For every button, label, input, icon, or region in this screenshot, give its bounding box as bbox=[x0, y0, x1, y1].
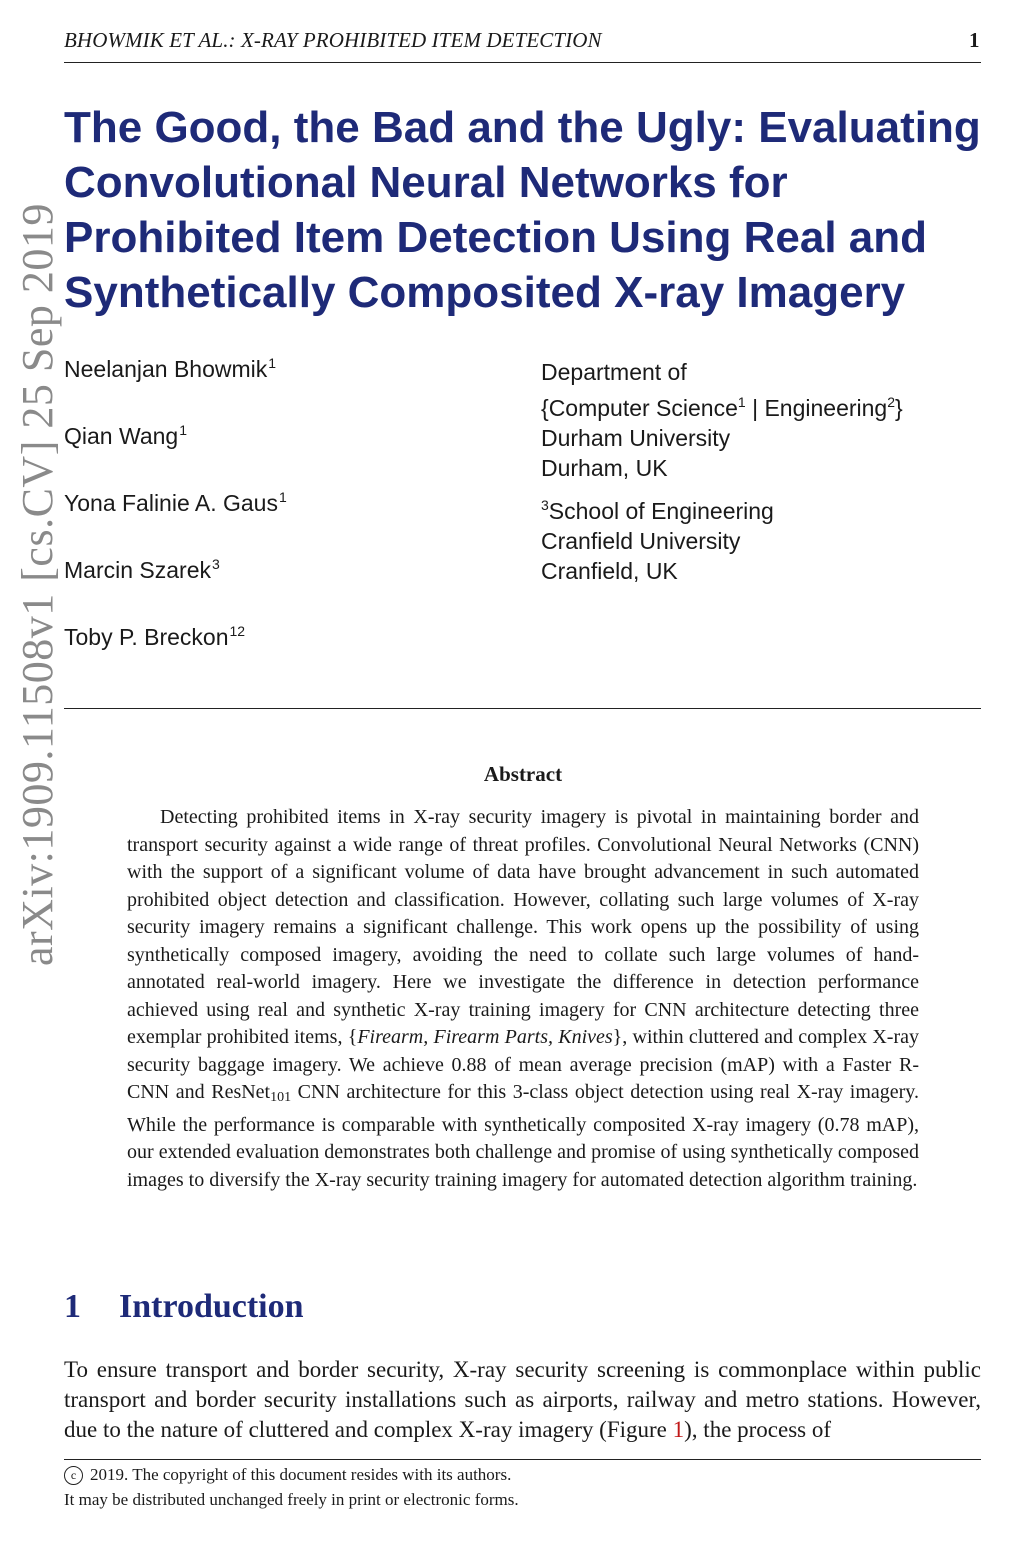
section-heading-introduction bbox=[64, 1288, 304, 1326]
author bbox=[64, 489, 287, 556]
affiliation-units: {Computer Science$^1$ | Engineering$^2$} bbox=[541, 394, 903, 421]
author bbox=[64, 355, 287, 422]
affiliation-dept: Department of bbox=[541, 359, 687, 385]
author-affiliation-mark: 1 bbox=[179, 422, 187, 438]
author bbox=[64, 556, 287, 623]
author-list bbox=[64, 355, 287, 690]
author bbox=[64, 422, 287, 489]
figure-reference-link[interactable]: 1 bbox=[672, 1417, 685, 1442]
title-block-divider bbox=[64, 708, 981, 709]
affiliation-durham bbox=[541, 357, 903, 483]
affiliation-school: $^3$School of Engineering bbox=[541, 497, 774, 524]
author-name: Marcin Szarek bbox=[64, 557, 211, 583]
introduction-text: To ensure transport and border security, X-ray security screening is commonplace within public transport and border security installations such as airports, railway and metro stations. However, due to the nature of cluttered and complex X-ray imagery (Figure 1), the process of bbox=[64, 1357, 981, 1442]
affiliation-university: Cranfield University bbox=[541, 528, 741, 554]
author-affiliation-mark: 1 bbox=[278, 489, 287, 505]
abstract-text: Detecting prohibited items in X-ray security imagery is pivotal in maintaining border and transport security against a wide range of threat profiles. Convolutional Neural Networks (CNN) with the support of a significant volume of data have brought advancement in such automated prohibited object detection and classification. However, collating such large volumes of X-ray security imagery remains a significant challenge. This work opens up the possibility of using synthetically composed imagery, avoiding the need to collate such large volumes of hand-annotated real-world imagery. Here we investigate the difference in detection performance achieved using real and synthetic X-ray training imagery for CNN architecture detecting three exemplar prohibited items, {Firearm, Firearm Parts, Knives}, within cluttered and complex X-ray security baggage imagery. We achieve 0.88 of mean average precision (mAP) with a Faster R-CNN and ResNet$_{101}$ CNN architecture for this 3-class object detection using real X-ray imagery. While the performance is comparable with synthetically composited X-ray imagery (0.78 mAP), our extended evaluation demonstrates both challenge and promise of using synthetically composed images to diversify the X-ray security training imagery for automated detection algorithm training. bbox=[127, 806, 919, 1191]
author-affiliation-mark: 12 bbox=[229, 623, 246, 639]
author-name: Yona Falinie A. Gaus bbox=[64, 490, 278, 516]
affiliation-location: Cranfield, UK bbox=[541, 558, 678, 584]
affiliation-cranfield bbox=[541, 490, 774, 586]
section-number: 1 bbox=[64, 1288, 81, 1325]
running-header: BHOWMIK ET AL.: X-RAY PROHIBITED ITEM DETECTION bbox=[64, 28, 602, 52]
author-affiliation-mark: 1 bbox=[268, 355, 277, 371]
author-name: Toby P. Breckon bbox=[64, 624, 229, 650]
copyright-icon: c bbox=[64, 1466, 83, 1485]
title-line: The Good, the Bad and the Ugly: Evaluating bbox=[64, 103, 981, 152]
header-divider bbox=[64, 62, 981, 63]
distribution-notice: It may be distributed unchanged freely in print or electronic forms. bbox=[64, 1490, 519, 1509]
abstract-heading: Abstract bbox=[483, 762, 563, 786]
author-affiliation-mark: 3 bbox=[211, 556, 220, 572]
copyright-notice: c 2019. The copyright of this document resides with its authors. bbox=[64, 1465, 511, 1485]
section-title: Introduction bbox=[119, 1288, 304, 1325]
paper-title bbox=[64, 100, 994, 320]
affiliation-university: Durham University bbox=[541, 425, 731, 451]
title-line: Prohibited Item Detection Using Real and bbox=[64, 213, 928, 262]
affiliation-location: Durham, UK bbox=[541, 455, 668, 481]
author-name: Neelanjan Bhowmik bbox=[64, 356, 268, 382]
title-line: Convolutional Neural Networks for bbox=[64, 158, 788, 207]
title-line: Synthetically Composited X-ray Imagery bbox=[64, 268, 906, 317]
author bbox=[64, 623, 287, 690]
footer-divider bbox=[64, 1459, 981, 1460]
page-number: 1 bbox=[969, 28, 980, 52]
arxiv-stamp: arXiv:1909.11508v1 [cs.CV] 25 Sep 2019 bbox=[13, 203, 62, 966]
author-name: Qian Wang bbox=[64, 423, 179, 449]
abstract-classes: Firearm, Firearm Parts, Knives bbox=[357, 1026, 613, 1048]
